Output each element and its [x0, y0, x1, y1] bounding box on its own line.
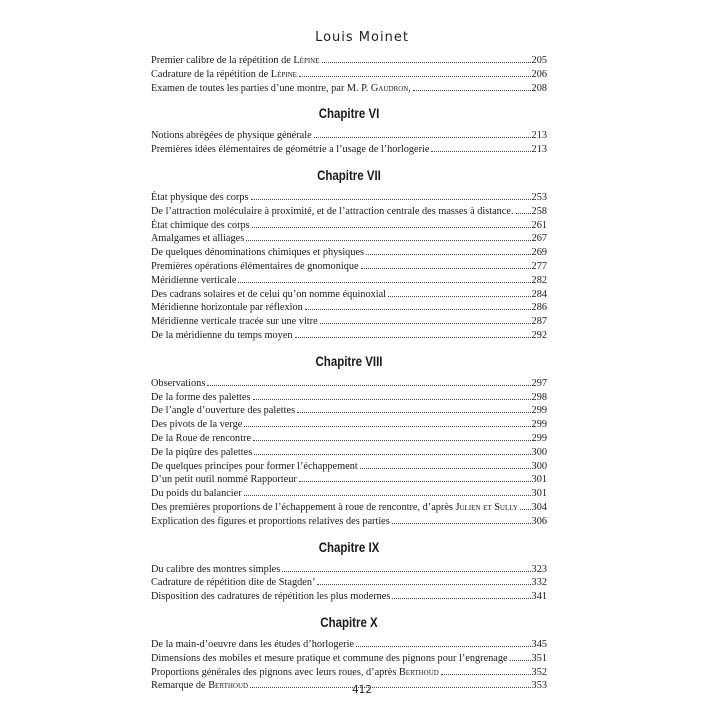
chapter-heading: Chapitre VII [317, 167, 381, 183]
entry-page-number: 353 [531, 680, 547, 692]
entry-page-number: 258 [531, 205, 547, 217]
entry-title [151, 432, 252, 446]
toc-entry[interactable] [151, 432, 547, 446]
entry-title [151, 652, 509, 666]
entry-title-text: De quelques principes pour former l’échappement [151, 460, 358, 472]
dot-leader [360, 468, 531, 469]
entry-page-number: 300 [531, 446, 547, 458]
entry-page-number: 341 [531, 591, 547, 603]
entry-title [151, 301, 304, 315]
entry-page-number: 298 [531, 391, 547, 403]
dot-leader [254, 454, 530, 455]
entry-title [151, 576, 316, 590]
dot-leader [207, 385, 530, 386]
entry-title-text: Méridienne horizontale par réflexion [151, 302, 303, 314]
dot-leader [253, 399, 531, 400]
entry-title-text: D’un petit outil nommé Rapporteur [151, 474, 297, 486]
toc-entry[interactable] [151, 219, 547, 233]
toc-entry[interactable] [151, 329, 547, 343]
entry-author-name: Gaudron [370, 82, 409, 94]
chapter-heading: Chapitre VIII [315, 353, 383, 369]
entry-title-text: De l’angle d’ouverture des palettes [151, 405, 296, 417]
dot-leader [356, 646, 531, 647]
entry-title-text: Du poids du balancier [151, 488, 242, 500]
toc-entry[interactable] [151, 315, 547, 329]
entry-title [151, 391, 252, 405]
toc-entry[interactable] [151, 143, 547, 157]
toc-entry[interactable] [151, 54, 547, 68]
entry-title [151, 377, 206, 391]
entry-title-text: Explication des figures et proportions relatives des parties [151, 515, 390, 527]
dot-leader [361, 268, 531, 269]
dot-leader [299, 76, 531, 77]
entry-page-number: 351 [531, 652, 547, 664]
toc-entry[interactable] [151, 487, 547, 501]
page-number: 412 [351, 684, 373, 696]
entry-title [151, 129, 313, 143]
toc-entry[interactable] [151, 129, 547, 143]
dot-leader [510, 660, 531, 661]
entry-title-suffix: , [408, 82, 411, 94]
entry-author-name: Lépine [293, 55, 320, 66]
entry-title-text: Des cadrans solaires et de celui qu’on nomme équinoxial [151, 288, 387, 300]
entry-title-text: Observations [151, 377, 206, 389]
entry-title [151, 404, 296, 418]
entry-page-number: 352 [531, 666, 547, 678]
dot-leader [413, 90, 531, 91]
dot-leader [322, 62, 531, 63]
entry-title-text: De quelques dénominations chimiques et physiques [151, 247, 365, 259]
entry-title [151, 638, 355, 652]
toc-entry[interactable] [151, 446, 547, 460]
entry-page-number: 267 [531, 233, 547, 245]
entry-title-text: Premières idées élémentaires de géométrie a l’usage de l’horlogerie [151, 144, 430, 156]
entry-title-text: Dimensions des mobiles et mesure pratique et commune des pignons pour l’engrenage [151, 652, 508, 664]
dot-leader [244, 495, 531, 496]
entry-title [151, 246, 365, 260]
entry-title [151, 473, 298, 487]
dot-leader [516, 213, 531, 214]
entry-title [151, 219, 251, 233]
toc-entry[interactable] [151, 563, 547, 577]
entry-page-number: 277 [531, 260, 547, 272]
entry-title-text: De la forme des palettes [151, 391, 251, 403]
entry-title-text: Du calibre des montres simples [151, 563, 281, 575]
entry-page-number: 306 [531, 515, 547, 527]
toc-entry[interactable] [151, 473, 547, 487]
toc-entry[interactable] [151, 205, 547, 219]
entry-page-number: 301 [531, 488, 547, 500]
dot-leader [431, 151, 530, 152]
dot-leader [520, 509, 531, 510]
entry-title [151, 666, 440, 680]
entry-title-text: De l’attraction moléculaire à proximité, et de l’attraction centrale des masses à distance. [151, 205, 514, 217]
dot-leader [297, 412, 530, 413]
dot-leader [305, 309, 531, 310]
entry-title [151, 54, 321, 68]
entry-page-number: 284 [531, 288, 547, 300]
toc-entry[interactable] [151, 391, 547, 405]
entry-page-number: 282 [531, 274, 547, 286]
entry-title-text: Amalgames et alliages [151, 233, 245, 245]
entry-title [151, 232, 245, 246]
running-head: Louis Moinet [315, 30, 409, 45]
toc-entry[interactable] [151, 246, 547, 260]
entry-author-name: Berthoud [398, 666, 439, 678]
entry-title-text: Cadrature de la répétition de [151, 68, 271, 80]
entry-title [151, 205, 515, 219]
entry-title [151, 68, 298, 82]
entry-page-number: 286 [531, 302, 547, 314]
entry-title [151, 82, 412, 96]
entry-page-number: 213 [531, 144, 547, 156]
entry-title [151, 501, 519, 515]
entry-title-text: État physique des corps [151, 191, 249, 203]
entry-title [151, 418, 243, 432]
dot-leader [253, 440, 530, 441]
dot-leader [282, 571, 530, 572]
entry-title [151, 143, 430, 157]
toc-entry[interactable] [151, 515, 547, 529]
toc-entry[interactable] [151, 301, 547, 315]
toc-entry[interactable] [151, 288, 547, 302]
entry-page-number: 299 [531, 419, 547, 431]
toc-entry[interactable] [151, 666, 547, 680]
entry-page-number: 287 [531, 316, 547, 328]
toc-entry[interactable] [151, 590, 547, 604]
entry-page-number: 301 [531, 474, 547, 486]
entry-title-text: Disposition des cadratures de répétition les plus modernes [151, 591, 391, 603]
table-of-contents [151, 54, 547, 693]
entry-page-number: 261 [531, 219, 547, 231]
dot-leader [251, 199, 531, 200]
entry-title-text: Proportions générales des pignons avec leurs roues, d’après [151, 666, 399, 678]
dot-leader [295, 337, 531, 338]
entry-title [151, 191, 250, 205]
entry-page-number: 304 [531, 501, 547, 513]
entry-title-text: Notions abrégées de physique générale [151, 130, 312, 142]
entry-author-name: Julien et Sully [455, 501, 518, 513]
dot-leader [246, 240, 530, 241]
entry-page-number: 299 [531, 405, 547, 417]
dot-leader [244, 426, 530, 427]
entry-page-number: 299 [531, 432, 547, 444]
entry-title [151, 446, 253, 460]
entry-title [151, 329, 294, 343]
chapter-heading: Chapitre VI [318, 106, 380, 122]
entry-title [151, 563, 281, 577]
entry-title [151, 288, 387, 302]
entry-title-text: Méridienne verticale tracée sur une vitre [151, 316, 318, 328]
entry-author-name: Lépine [270, 68, 297, 80]
entry-title [151, 460, 359, 474]
entry-author-name: Berthoud [208, 680, 249, 692]
dot-leader [314, 137, 531, 138]
entry-page-number: 297 [531, 377, 547, 389]
entry-title [151, 260, 360, 274]
toc-entry[interactable] [151, 68, 547, 82]
dot-leader [366, 254, 530, 255]
entry-page-number: 300 [531, 460, 547, 472]
entry-page-number: 332 [531, 577, 547, 589]
entry-page-number: 323 [531, 563, 547, 575]
entry-title [151, 487, 243, 501]
entry-title-text: De la Roue de rencontre [151, 432, 252, 444]
entry-title-text: Remarque de [151, 680, 209, 692]
toc-entry[interactable] [151, 460, 547, 474]
entry-title-text: Premières opérations élémentaires de gnomonique [151, 260, 359, 272]
entry-title-text: Des premières proportions de l’échappement à roue de rencontre, d’après [151, 501, 456, 513]
chapter-heading: Chapitre IX [318, 539, 380, 555]
entry-page-number: 208 [531, 82, 547, 94]
entry-page-number: 292 [531, 329, 547, 341]
dot-leader [299, 481, 531, 482]
toc-entry[interactable] [151, 232, 547, 246]
dot-leader [238, 282, 530, 283]
toc-entry[interactable] [151, 82, 547, 96]
entry-title-text: Premier calibre de la répétition de [151, 55, 294, 66]
entry-title-text: De la main-d’oeuvre dans les études d’horlogerie [151, 638, 355, 650]
entry-page-number: 345 [531, 638, 547, 650]
entry-title-text: Examen de toutes les parties d’une montre, par M. P. [151, 82, 371, 94]
toc-entry[interactable] [151, 638, 547, 652]
entry-page-number: 253 [531, 191, 547, 203]
dot-leader [392, 598, 530, 599]
entry-page-number: 205 [531, 55, 547, 66]
entry-title [151, 590, 391, 604]
toc-entry[interactable] [151, 652, 547, 666]
toc-entry[interactable] [151, 260, 547, 274]
entry-page-number: 213 [531, 130, 547, 142]
toc-entry[interactable] [151, 274, 547, 288]
entry-title-text: Méridienne verticale [151, 274, 237, 286]
entry-title [151, 274, 237, 288]
toc-entry[interactable] [151, 418, 547, 432]
entry-page-number: 269 [531, 247, 547, 259]
entry-page-number: 206 [531, 68, 547, 80]
toc-entry[interactable] [151, 404, 547, 418]
entry-title-text: De la piqûre des palettes [151, 446, 253, 458]
dot-leader [388, 296, 531, 297]
entry-title-text: De la méridienne du temps moyen [151, 329, 293, 341]
entry-title-text: Des pivots de la verge [151, 419, 243, 431]
dot-leader [317, 584, 530, 585]
entry-title-text: État chimique des corps [151, 219, 250, 231]
toc-entry[interactable] [151, 576, 547, 590]
dot-leader [392, 523, 531, 524]
dot-leader [252, 227, 531, 228]
toc-entry[interactable] [151, 377, 547, 391]
dot-leader [441, 674, 531, 675]
entry-title [151, 515, 391, 529]
toc-entry[interactable] [151, 501, 547, 515]
chapter-heading: Chapitre X [320, 614, 378, 630]
dot-leader [320, 323, 531, 324]
toc-entry[interactable] [151, 191, 547, 205]
entry-title [151, 315, 319, 329]
entry-title-text: Cadrature de répétition dite de Stagden’ [151, 577, 316, 589]
